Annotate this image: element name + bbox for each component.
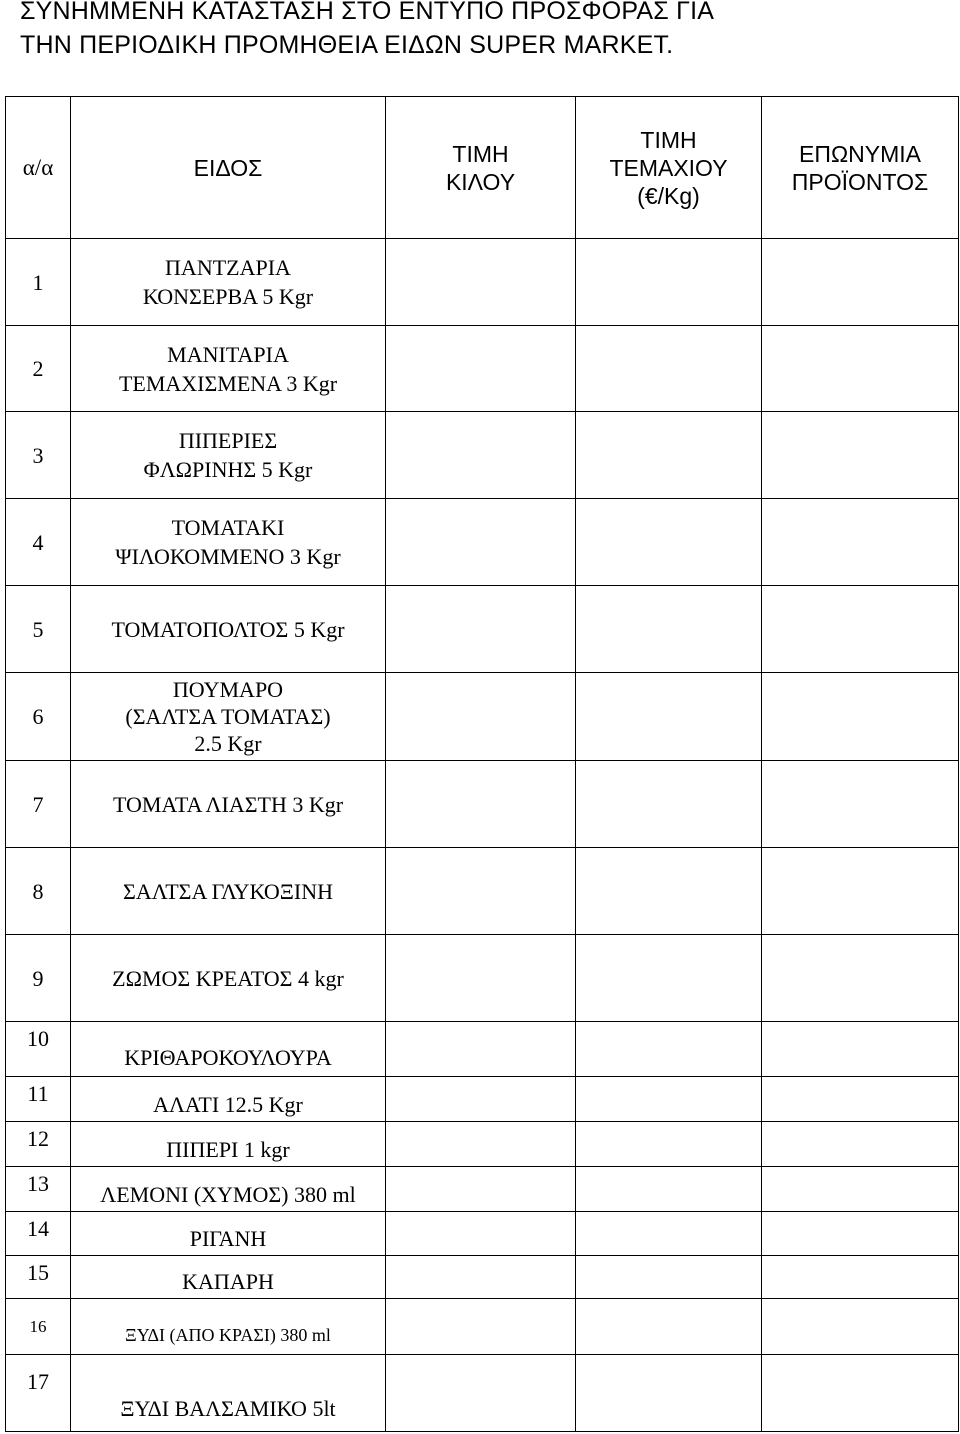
row-item: ΠΙΠΕΡΙ 1 kgr xyxy=(71,1122,386,1167)
cell-price-piece xyxy=(576,1299,762,1355)
row-item: ΛΕΜΟΝΙ (ΧΥΜΟΣ) 380 ml xyxy=(71,1167,386,1212)
row-item: ΠΟΥΜΑΡΟ (ΣΑΛΤΣΑ ΤΟΜΑΤΑΣ) 2.5 Kgr xyxy=(71,673,386,761)
cell-price-piece xyxy=(576,499,762,586)
cell-price-piece xyxy=(576,848,762,935)
cell-brand xyxy=(762,761,959,848)
table-row xyxy=(6,1122,959,1167)
header-row xyxy=(6,97,959,239)
header-price-kilo-line1: ΤΙΜΗ xyxy=(452,140,509,167)
row-item: ΤΟΜΑΤΟΠΟΛΤΟΣ 5 Kgr xyxy=(71,586,386,673)
row-item: ΚΡΙΘΑΡΟΚΟΥΛΟΥΡΑ xyxy=(71,1022,386,1077)
cell-brand xyxy=(762,239,959,326)
header-brand-line1: ΕΠΩΝΥΜΙΑ xyxy=(799,140,921,167)
table-row xyxy=(6,1167,959,1212)
table-row xyxy=(6,1212,959,1256)
cell-brand xyxy=(762,1212,959,1256)
cell-brand xyxy=(762,1122,959,1167)
row-number: 1 xyxy=(6,239,71,326)
cell-price-piece xyxy=(576,586,762,673)
row-item: ΞΥΔΙ (ΑΠΟ ΚΡΑΣΙ) 380 ml xyxy=(71,1299,386,1355)
header-aa: α/α xyxy=(6,97,71,239)
cell-price-kilo xyxy=(386,1299,576,1355)
header-brand-line2: ΠΡΟΪΟΝΤΟΣ xyxy=(791,168,929,195)
cell-brand xyxy=(762,1256,959,1299)
table-row xyxy=(6,239,959,326)
table-row xyxy=(6,848,959,935)
header-price-kilo xyxy=(386,97,576,239)
row-item: ΞΥΔΙ ΒΑΛΣΑΜΙΚΟ 5lt xyxy=(71,1355,386,1432)
table-row xyxy=(6,326,959,412)
cell-price-piece xyxy=(576,412,762,499)
table-row xyxy=(6,935,959,1022)
cell-price-piece xyxy=(576,1022,762,1077)
row-number: 17 xyxy=(6,1355,71,1432)
table-row xyxy=(6,586,959,673)
header-price-piece-line3: (€/Kg) xyxy=(637,182,700,209)
title-line-1: ΣΥΝΗΜΜΕΝΗ ΚΑΤΑΣΤΑΣΗ ΣΤΟ ΕΝΤΥΠΟ ΠΡΟΣΦΟΡΑΣ ΓΙΑ xyxy=(20,0,715,25)
cell-price-kilo xyxy=(386,1212,576,1256)
cell-price-piece xyxy=(576,1167,762,1212)
row-number: 12 xyxy=(6,1122,71,1167)
row-item: ΤΟΜΑΤΑΚΙ ΨΙΛΟΚΟΜΜΕΝΟ 3 Kgr xyxy=(71,499,386,586)
row-item: ΠΙΠΕΡΙΕΣ ΦΛΩΡΙΝΗΣ 5 Kgr xyxy=(71,412,386,499)
cell-price-piece xyxy=(576,761,762,848)
row-number: 11 xyxy=(6,1077,71,1122)
cell-price-kilo xyxy=(386,412,576,499)
table-row xyxy=(6,673,959,761)
cell-price-kilo xyxy=(386,1077,576,1122)
cell-price-kilo xyxy=(386,499,576,586)
table-row xyxy=(6,1355,959,1432)
cell-brand xyxy=(762,1167,959,1212)
row-number: 4 xyxy=(6,499,71,586)
cell-price-kilo xyxy=(386,673,576,761)
header-brand xyxy=(762,97,959,239)
cell-price-piece xyxy=(576,1256,762,1299)
row-number: 10 xyxy=(6,1022,71,1077)
cell-price-piece xyxy=(576,673,762,761)
document-title xyxy=(20,0,950,62)
table-row xyxy=(6,412,959,499)
cell-price-kilo xyxy=(386,1355,576,1432)
cell-price-kilo xyxy=(386,1167,576,1212)
cell-brand xyxy=(762,499,959,586)
cell-brand xyxy=(762,1077,959,1122)
cell-price-piece xyxy=(576,1122,762,1167)
table-row xyxy=(6,499,959,586)
table-row xyxy=(6,761,959,848)
row-number: 8 xyxy=(6,848,71,935)
cell-brand xyxy=(762,326,959,412)
row-item: ΡΙΓΑΝΗ xyxy=(71,1212,386,1256)
cell-brand xyxy=(762,412,959,499)
row-item: ΠΑΝΤΖΑΡΙΑ ΚΟΝΣΕΡΒΑ 5 Kgr xyxy=(71,239,386,326)
row-number: 13 xyxy=(6,1167,71,1212)
cell-price-kilo xyxy=(386,761,576,848)
cell-price-kilo xyxy=(386,239,576,326)
header-price-piece xyxy=(576,97,762,239)
cell-brand xyxy=(762,1355,959,1432)
table-row xyxy=(6,1299,959,1355)
row-number: 6 xyxy=(6,673,71,761)
row-item: ΜΑΝΙΤΑΡΙΑ ΤΕΜΑΧΙΣΜΕΝΑ 3 Kgr xyxy=(71,326,386,412)
row-number: 9 xyxy=(6,935,71,1022)
cell-price-kilo xyxy=(386,326,576,412)
cell-price-kilo xyxy=(386,935,576,1022)
header-item: ΕΙΔΟΣ xyxy=(71,97,386,239)
row-number: 7 xyxy=(6,761,71,848)
row-number: 16 xyxy=(6,1299,71,1355)
row-item: ΑΛΑΤΙ 12.5 Kgr xyxy=(71,1077,386,1122)
offer-table xyxy=(5,96,959,1432)
header-price-piece-line2: ΤΕΜΑΧΙΟΥ xyxy=(609,154,728,181)
row-item: ΚΑΠΑΡΗ xyxy=(71,1256,386,1299)
cell-price-kilo xyxy=(386,1122,576,1167)
cell-price-kilo xyxy=(386,586,576,673)
cell-price-piece xyxy=(576,935,762,1022)
title-line-2: ΤΗΝ ΠΕΡΙΟΔΙΚΗ ΠΡΟΜΗΘΕΙΑ ΕΙΔΩΝ SUPER MARKET. xyxy=(20,31,674,59)
row-number: 5 xyxy=(6,586,71,673)
row-item: ΤΟΜΑΤΑ ΛΙΑΣΤΗ 3 Kgr xyxy=(71,761,386,848)
cell-brand xyxy=(762,1022,959,1077)
cell-price-piece xyxy=(576,239,762,326)
cell-price-piece xyxy=(576,1212,762,1256)
row-item: ΖΩΜΟΣ ΚΡΕΑΤΟΣ 4 kgr xyxy=(71,935,386,1022)
cell-price-piece xyxy=(576,1077,762,1122)
row-number: 3 xyxy=(6,412,71,499)
table-row xyxy=(6,1077,959,1122)
cell-price-kilo xyxy=(386,1022,576,1077)
cell-price-piece xyxy=(576,326,762,412)
table-row xyxy=(6,1256,959,1299)
cell-brand xyxy=(762,1299,959,1355)
row-number: 14 xyxy=(6,1212,71,1256)
header-price-piece-line1: ΤΙΜΗ xyxy=(640,126,697,153)
header-price-kilo-line2: ΚΙΛΟΥ xyxy=(445,168,516,195)
cell-price-piece xyxy=(576,1355,762,1432)
row-number: 2 xyxy=(6,326,71,412)
cell-price-kilo xyxy=(386,848,576,935)
cell-brand xyxy=(762,935,959,1022)
row-item: ΣΑΛΤΣΑ ΓΛΥΚΟΞΙΝΗ xyxy=(71,848,386,935)
cell-brand xyxy=(762,673,959,761)
cell-price-kilo xyxy=(386,1256,576,1299)
cell-brand xyxy=(762,848,959,935)
table-row xyxy=(6,1022,959,1077)
row-number: 15 xyxy=(6,1256,71,1299)
cell-brand xyxy=(762,586,959,673)
